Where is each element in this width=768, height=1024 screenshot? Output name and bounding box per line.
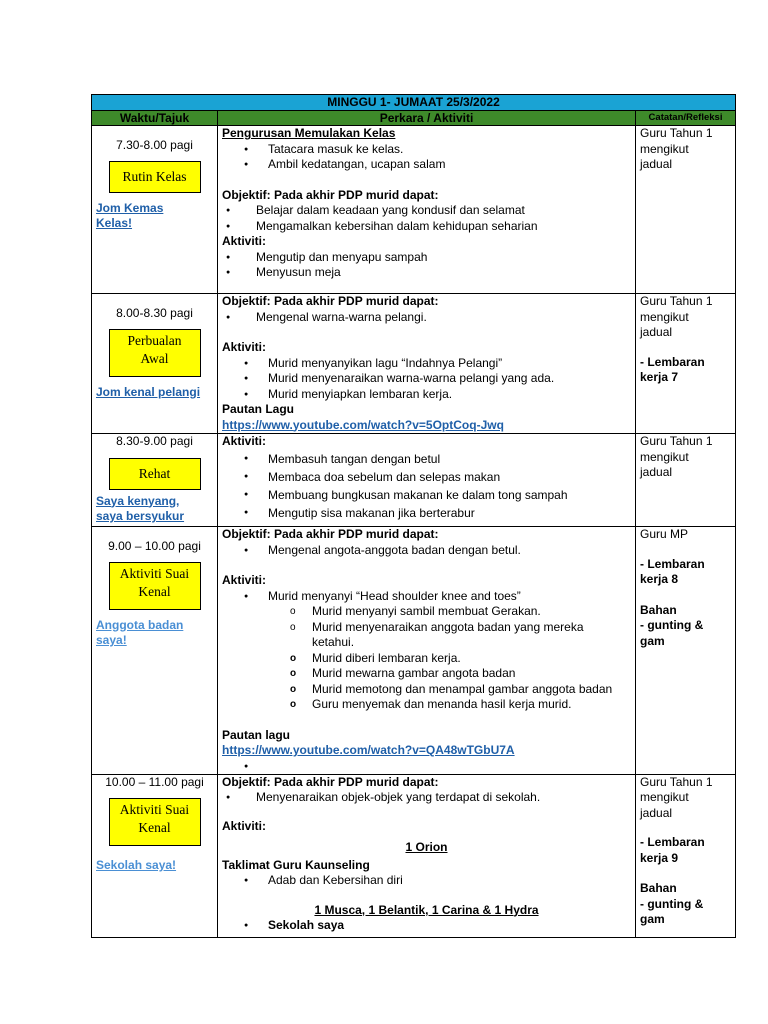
activity-box: Rutin Kelas [109,161,201,193]
sub-item: o Murid menyanyi sambil membuat Gerakan. [222,604,631,620]
note-text: Guru Tahun 1 [640,126,713,140]
note-cell [636,774,736,937]
time-cell [92,774,218,937]
note-text: - Lembaran [640,835,705,849]
objective-label: Objektif: Pada akhir PDP murid dapat: [222,294,439,308]
time-cell [92,527,218,775]
note-text: jadual [640,157,673,171]
note-text: Guru MP [640,527,689,541]
schedule-table [91,94,736,938]
sub-item: o Murid menyenaraikan anggota badan yang mereka ketahui. [222,620,631,651]
table-row [92,294,736,434]
list-item: ● Tatacara masuk ke kelas. [222,142,631,158]
time-label: 7.30-8.00 pagi [116,138,193,152]
note-text: - Lembaran [640,556,705,571]
objective-label: Objektif: Pada akhir PDP murid dapat: [222,527,439,541]
sub-item: o Murid mewarna gambar angota badan [222,666,631,682]
table-row [92,434,736,527]
note-text: mengikut [640,309,689,324]
schedule-title: MINGGU 1- JUMAAT 25/3/2022 [92,95,736,111]
table-row [92,126,736,294]
note-text: Guru Tahun 1 [640,294,713,308]
note-text: mengikut [640,790,689,804]
note-text: Guru Tahun 1 [640,434,713,448]
list-item: ● Mengamalkan kebersihan dalam kehidupan seharian [222,219,631,235]
song-link-label: Pautan lagu [222,727,291,742]
list-item: ● Murid menyanyi “Head shoulder knee and toes” [222,589,631,605]
note-cell [636,527,736,775]
empty-list-item [222,759,631,774]
list-item: ● Mengutip sisa makanan jika berterabur [222,504,631,522]
time-cell [92,126,218,294]
list-item: ● Membasuh tangan dengan betul [222,450,631,468]
activity-label: Aktiviti: [222,818,267,833]
list-item: ● Sekolah saya [222,918,631,934]
note-cell [636,294,736,434]
section-heading: Pengurusan Memulakan Kelas [222,126,396,140]
activity-label: Aktiviti: [222,573,267,587]
topic-link[interactable]: Anggota badan saya! [96,617,184,647]
note-text: Bahan [640,602,677,617]
list-item: ● Mengutip dan menyapu sampah [222,250,631,266]
note-text: Guru Tahun 1 [640,774,713,789]
youtube-link[interactable]: https://www.youtube.com/watch?v=5OptCoq-Jwq [222,417,504,432]
activity-label: Aktiviti: [222,434,267,448]
activity-label: Aktiviti: [222,234,267,248]
activity-box: Rehat [109,458,201,490]
sub-item: o Murid diberi lembaran kerja. [222,651,631,667]
note-text: - Lembaran [640,354,705,369]
note-text: mengikut [640,141,689,156]
objective-label: Objektif: Pada akhir PDP murid dapat: [222,774,439,789]
note-text: kerja 8 [640,572,679,586]
list-item: ● Adab dan Kebersihan diri [222,873,631,889]
note-text: gam [640,633,665,648]
activity-label: Aktiviti: [222,340,267,354]
note-text: kerja 7 [640,370,679,384]
list-item: ● Murid menyiapkan lembaran kerja. [222,387,631,403]
sub-item: o Guru menyemak dan menanda hasil kerja murid. [222,697,631,713]
list-item: ● Membuang bungkusan makanan ke dalam tong sampah [222,486,631,504]
topic-link[interactable]: Saya kenyang, saya bersyukur [96,493,185,523]
note-text: - gunting & [640,896,704,911]
note-text: jadual [640,805,673,820]
header-perkara: Perkara / Aktiviti [218,111,636,126]
list-item: ● Mengenal angota-anggota badan dengan betul. [222,543,631,559]
header-waktu: Waktu/Tajuk [92,111,218,126]
list-item: ● Murid menyenaraikan warna-warna pelangi yang ada. [222,371,631,387]
activity-cell [218,527,636,775]
note-text: Bahan [640,881,677,895]
note-cell [636,126,736,294]
activity-cell [218,774,636,937]
table-row [92,527,736,775]
note-text: - gunting & [640,618,704,632]
topic-link[interactable]: Sekolah saya! [96,858,177,872]
activity-cell [218,294,636,434]
list-item: ● Mengenal warna-warna pelangi. [222,310,631,326]
list-item: ● Belajar dalam keadaan yang kondusif dan selamat [222,203,631,219]
note-text: gam [640,912,665,926]
activity-cell [218,434,636,527]
list-item: ● Murid menyanyikan lagu “Indahnya Pelangi” [222,356,631,372]
time-label: 8.00-8.30 pagi [116,306,193,320]
objective-label: Objektif: Pada akhir PDP murid dapat: [222,187,439,202]
title-row [92,95,736,111]
sub-item: o Murid memotong dan menampal gambar anggota badan [222,682,631,698]
activity-box: Perbualan Awal [109,329,201,377]
time-label: 10.00 – 11.00 pagi [105,774,204,789]
activity-box: Aktiviti Suai Kenal [109,798,201,846]
note-text: mengikut [640,449,689,464]
youtube-link[interactable]: https://www.youtube.com/watch?v=QA48wTGbU7A [222,743,515,757]
time-cell [92,434,218,527]
group-heading: 1 Orion [405,840,448,854]
briefing-label: Taklimat Guru Kaunseling [222,857,370,872]
group-heading: 1 Musca, 1 Belantik, 1 Carina & 1 Hydra [314,902,539,917]
note-cell [636,434,736,527]
list-item: ● Menyusun meja [222,265,631,281]
song-link-label: Pautan Lagu [222,402,295,416]
time-label: 8.30-9.00 pagi [116,434,193,448]
topic-link[interactable]: Jom Kemas Kelas! [96,200,164,230]
table-row [92,774,736,937]
header-catatan: Catatan/Refleksi [636,111,736,126]
time-label: 9.00 – 10.00 pagi [108,539,201,553]
topic-link[interactable]: Jom kenal pelangi [96,384,201,399]
list-item: ● Menyenaraikan objek-objek yang terdapat di sekolah. [222,790,631,806]
list-item: ● Membaca doa sebelum dan selepas makan [222,468,631,486]
time-cell [92,294,218,434]
activity-cell [218,126,636,294]
note-text: jadual [640,465,673,479]
activity-box: Aktiviti Suai Kenal [109,562,201,610]
header-row [92,111,736,126]
note-text: jadual [640,325,673,339]
list-item: ● Ambil kedatangan, ucapan salam [222,157,631,173]
note-text: kerja 9 [640,850,679,865]
